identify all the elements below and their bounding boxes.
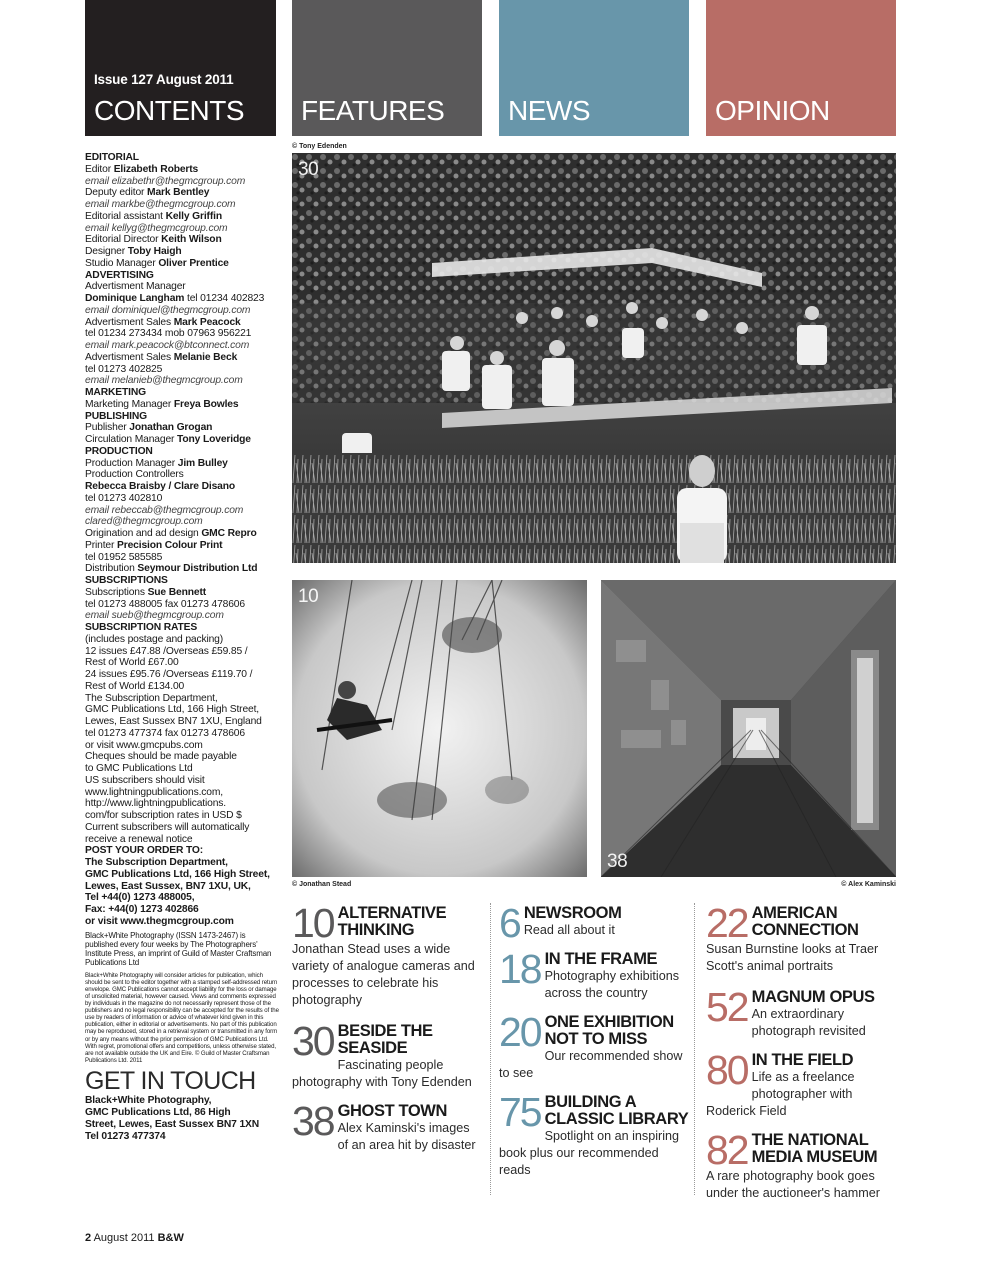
credit-line: PRODUCTION: [85, 445, 153, 457]
credit-name: Sue Bennett: [147, 586, 207, 598]
credit-line: The Subscription Department,: [85, 857, 228, 868]
credit-line: MARKETING: [85, 387, 146, 398]
credit-role: Deputy editor: [85, 187, 148, 199]
feature-page-number: 38: [292, 1098, 334, 1144]
masthead-credits: [85, 152, 279, 1143]
credit-line: Current subscribers will automatically: [85, 821, 250, 833]
feature-title: GHOST TOWN: [337, 1102, 447, 1120]
credit-line: [85, 422, 279, 434]
opinion-description: Susan Burnstine looks at Traer Scott's animal portraits: [706, 942, 879, 973]
credit-name: Jonathan Grogan: [129, 422, 213, 434]
credit-line: email rebeccab@thegmcgroup.com: [85, 504, 244, 516]
credit-line: GMC Publications Ltd, 166 High Street,: [85, 868, 270, 880]
credit-line: http://www.lightningpublications.: [85, 798, 227, 810]
credit-name: Toby Haigh: [127, 246, 182, 257]
news-description: Our recommended show to see: [499, 1049, 683, 1080]
credit-line: Cheques should be made payable: [85, 751, 237, 763]
credit-line: email kellyg@thegmcgroup.com: [85, 222, 228, 234]
credit-name: Jim Bulley: [177, 457, 228, 469]
credit-line: Tel +44(0) 1273 488005,: [85, 892, 195, 904]
credit-line: Production Controllers: [85, 469, 184, 481]
credit-role: Subscriptions: [85, 586, 148, 598]
credit-line: POST YOUR ORDER TO:: [85, 845, 204, 857]
feature-title: BESIDE THE SEASIDE: [337, 1022, 433, 1057]
credit-line: SUBSCRIPTION RATES: [85, 622, 198, 633]
opinion-header-block: [706, 0, 896, 136]
credit-line: 24 issues £95.76 /Overseas £119.70 /: [85, 669, 253, 680]
news-description: Read all about it: [523, 923, 615, 937]
feature-description: Jonathan Stead uses a wide variety of analogue cameras and processes to celebrate his photography: [292, 942, 475, 1007]
credit-line: com/for subscription rates in USD $: [85, 810, 242, 821]
news-header-block: [499, 0, 689, 136]
credit-contact: tel 01234 402823: [184, 293, 265, 304]
news-entry[interactable]: [499, 1009, 689, 1082]
credit-name: Freya Bowles: [173, 398, 239, 410]
credit-line: Rest of World £67.00: [85, 657, 179, 669]
opinion-title: OPINION: [715, 95, 830, 126]
swing-ride-photo: [292, 580, 587, 877]
credit-name: Rebecca Braisby / Clare Disano: [85, 481, 236, 492]
page-footer: [85, 1232, 184, 1244]
news-entry[interactable]: [499, 946, 689, 1002]
seaside-crowd-photo: [292, 153, 896, 563]
credit-line: EDITORIAL: [85, 152, 139, 163]
column-divider: [490, 903, 491, 1195]
column-divider: [694, 903, 695, 1195]
footer-brand: B&W: [157, 1232, 184, 1244]
credit-role: Circulation Manager: [85, 434, 178, 445]
credit-name: Dominique Langham: [85, 293, 185, 304]
opinion-title: AMERICAN CONNECTION: [751, 904, 859, 939]
feature-description: Alex Kaminski's images of an area hit by disaster: [337, 1121, 476, 1152]
news-entry[interactable]: [499, 900, 689, 946]
credit-line: Lewes, East Sussex, BN7 1XU, UK,: [85, 880, 251, 892]
news-page-number: 18: [499, 946, 541, 992]
news-entry[interactable]: [499, 1089, 689, 1179]
footer-date: August 2011: [93, 1232, 155, 1244]
credit-role: Editor: [85, 163, 114, 175]
credit-line: tel 01234 273434 mob 07963 956221: [85, 328, 252, 340]
news-description: Spotlight on an inspiring book plus our recommended reads: [499, 1129, 680, 1177]
credit-line: email markbe@thegmcgroup.com: [85, 199, 236, 210]
credit-line: The Subscription Department,: [85, 692, 218, 704]
features-list: [292, 900, 482, 1162]
credit-line: (includes postage and packing): [85, 633, 224, 645]
credit-role: Editorial Director: [85, 234, 162, 246]
news-description: Photography exhibitions across the country: [544, 969, 680, 1000]
credit-line: email mark.peacock@btconnect.com: [85, 340, 250, 351]
right-photo-page-number: 38: [607, 851, 628, 872]
credit-role: Marketing Manager: [85, 398, 174, 410]
credit-line: to GMC Publications Ltd: [85, 763, 193, 774]
opinion-entry[interactable]: [706, 1127, 896, 1202]
credit-role: Publisher: [85, 422, 130, 434]
credit-role: Editorial assistant: [85, 210, 166, 222]
contents-title: CONTENTS: [94, 95, 244, 126]
credit-name: Kelly Griffin: [165, 210, 222, 222]
credit-line: [85, 187, 279, 199]
news-list: [499, 900, 689, 1187]
credit-line: clared@thegmcgroup.com: [85, 516, 203, 528]
opinion-page-number: 22: [706, 900, 748, 946]
publisher-note: Black+White Photography (ISSN 1473-2467) is published every four weeks by The Photographers' Institute Press, an imprint of Guild of Master Craftsman Publications Ltd: [85, 930, 272, 968]
opinion-page-number: 82: [706, 1127, 748, 1173]
credit-line: [85, 540, 279, 552]
credit-line: tel 01273 477374 fax 01273 478606: [85, 727, 245, 739]
swing-ride-image: [292, 580, 587, 877]
credit-line: GMC Publications Ltd, 166 High Street,: [85, 704, 260, 716]
credit-role: Distribution: [85, 563, 138, 575]
get-in-touch-title: GET IN TOUCH: [85, 1066, 256, 1095]
credit-name: Seymour Distribution Ltd: [137, 563, 258, 575]
opinion-page-number: 80: [706, 1047, 748, 1093]
feature-title: ALTERNATIVE THINKING: [337, 904, 447, 939]
credit-line: SUBSCRIPTIONS: [85, 575, 168, 586]
credit-line: email dominiquel@thegmcgroup.com: [85, 304, 251, 316]
features-header-block: [292, 0, 482, 136]
credit-line: US subscribers should visit: [85, 774, 205, 786]
seaside-crowd-image: [292, 153, 896, 563]
credit-line: [85, 481, 279, 493]
credit-role: Production Manager: [85, 457, 178, 469]
credit-name: GMC Repro: [201, 528, 257, 539]
credit-line: [85, 563, 279, 575]
corridor-image: [601, 580, 896, 877]
credit-role: Printer: [85, 539, 117, 551]
credit-line: Fax: +44(0) 1273 402866: [85, 904, 199, 915]
credit-line: or visit www.thegmcgroup.com: [85, 915, 234, 927]
left-photo-credit: © Jonathan Stead: [292, 881, 352, 888]
news-page-number: 20: [499, 1009, 541, 1055]
credit-line: or visit www.gmcpubs.com: [85, 739, 203, 751]
credit-line: tel 01952 585585: [85, 551, 163, 563]
credit-line: [85, 258, 279, 270]
news-title: NEWS: [508, 95, 590, 126]
credit-line: PUBLISHING: [85, 410, 148, 422]
news-page-number: 6: [499, 900, 520, 946]
credit-role: Advertisment Sales: [85, 351, 174, 363]
credit-role: Advertisment Sales: [85, 316, 174, 328]
news-page-number: 75: [499, 1089, 541, 1135]
credit-line: [85, 587, 279, 599]
credit-role: Designer: [85, 246, 128, 257]
credit-line: email elizabethr@thegmcgroup.com: [85, 175, 246, 187]
credit-role: Studio Manager: [85, 257, 159, 269]
credit-line: [85, 293, 279, 305]
opinion-entry[interactable]: [706, 900, 896, 975]
credit-name: Elizabeth Roberts: [113, 163, 199, 175]
opinion-entry[interactable]: [706, 1047, 896, 1120]
news-title: ONE EXHIBITION NOT TO MISS: [544, 1013, 674, 1048]
opinion-title: THE NATIONAL MEDIA MUSEUM: [751, 1131, 878, 1166]
credit-name: Precision Colour Print: [117, 539, 223, 551]
credit-line: [85, 164, 279, 176]
credit-role: Origination and ad design: [85, 528, 202, 539]
opinion-description: An extraordinary photograph revisited: [751, 1007, 866, 1038]
credit-name: Tony Loveridge: [177, 434, 251, 445]
credit-line: tel 01273 402810: [85, 492, 163, 504]
opinion-page-number: 52: [706, 984, 748, 1030]
credit-line: 12 issues £47.88 /Overseas £59.85 /: [85, 645, 248, 657]
credit-lines: [85, 152, 279, 928]
credit-line: www.lightningpublications.com,: [85, 786, 224, 798]
credit-line: tel 01273 402825: [85, 363, 163, 375]
address-line: Street, Lewes, East Sussex BN7 1XN: [85, 1118, 260, 1130]
get-in-touch-address: [85, 1095, 279, 1143]
issue-label: Issue 127 August 2011: [94, 72, 234, 87]
opinion-title: MAGNUM OPUS: [751, 988, 875, 1006]
news-title: IN THE FRAME: [544, 950, 658, 968]
contents-header-block: [85, 0, 276, 136]
feature-description: Fascinating people photography with Tony Edenden: [292, 1058, 472, 1089]
address-line: Tel 01273 477374: [85, 1130, 166, 1142]
credit-line: [85, 211, 279, 223]
credit-line: [85, 317, 279, 329]
credit-line: [85, 234, 279, 246]
address-line: GMC Publications Ltd, 86 High: [85, 1106, 231, 1118]
disclaimer: Black+White Photography will consider articles for publication, which should be sent to the editor together with a stamped self-addressed return envelope. GMC Publications cannot accept liability for the loss or damage of unsolicited material, however caused. Views and comments expressed by individuals in the magazine do not necessarily represent those of the publishers and no legal responsibility can be accepted for the results of the use by readers of information or advice of whatever kind given in this publication, either in editorial or advertisements. No part of this publication may be reproduced, stored in a retrieval system or transmitted in any form or by any means without the prior permission of GMC Publications Ltd. With regret, promotional offers and competitions, unless otherwise stated, are not available outside the UK and Eire. © Guild of Master Craftsman Publications Ltd. 2011: [85, 971, 279, 1064]
credit-line: [85, 399, 279, 411]
credit-line: receive a renewal notice: [85, 833, 193, 845]
address-line: Black+White Photography,: [85, 1094, 212, 1106]
credit-line: email melanieb@thegmcgroup.com: [85, 375, 243, 387]
news-title: NEWSROOM: [523, 904, 622, 922]
credit-name: Oliver Prentice: [158, 257, 229, 269]
feature-entry[interactable]: [292, 900, 482, 1009]
feature-page-number: 10: [292, 900, 334, 946]
credit-name: Melanie Beck: [173, 351, 238, 363]
credit-line: [85, 434, 279, 446]
feature-page-number: 30: [292, 1018, 334, 1064]
feature-entry[interactable]: [292, 1098, 482, 1154]
credit-name: Mark Bentley: [147, 187, 210, 199]
right-photo-credit: © Alex Kaminski: [841, 881, 896, 888]
credit-name: Keith Wilson: [161, 234, 222, 246]
credit-line: [85, 528, 279, 540]
credit-name: Mark Peacock: [173, 316, 241, 328]
feature-entry[interactable]: [292, 1018, 482, 1091]
top-photo-page-number: 30: [298, 159, 319, 180]
credit-line: email sueb@thegmcgroup.com: [85, 610, 224, 622]
credit-line: [85, 246, 279, 258]
news-title: BUILDING A CLASSIC LIBRARY: [544, 1093, 689, 1128]
opinion-list: [706, 900, 896, 1210]
credit-line: [85, 352, 279, 364]
credit-line: Lewes, East Sussex BN7 1XU, England: [85, 716, 262, 727]
credit-line: ADVERTISING: [85, 269, 154, 281]
abandoned-corridor-photo: [601, 580, 896, 877]
features-title: FEATURES: [301, 95, 445, 126]
opinion-entry[interactable]: [706, 984, 896, 1040]
credit-line: Rest of World £134.00: [85, 680, 185, 692]
credit-line: tel 01273 488005 fax 01273 478606: [85, 598, 245, 610]
opinion-description: Life as a freelance photographer with Roderick Field: [706, 1070, 855, 1118]
credit-line: Advertisment Manager: [85, 281, 186, 293]
opinion-title: IN THE FIELD: [751, 1051, 854, 1069]
footer-page-number: 2: [85, 1232, 92, 1244]
left-photo-page-number: 10: [298, 586, 319, 607]
credit-line: [85, 458, 279, 470]
opinion-description: A rare photography book goes under the auctioneer's hammer: [706, 1169, 880, 1200]
top-photo-credit: © Tony Edenden: [292, 143, 347, 150]
